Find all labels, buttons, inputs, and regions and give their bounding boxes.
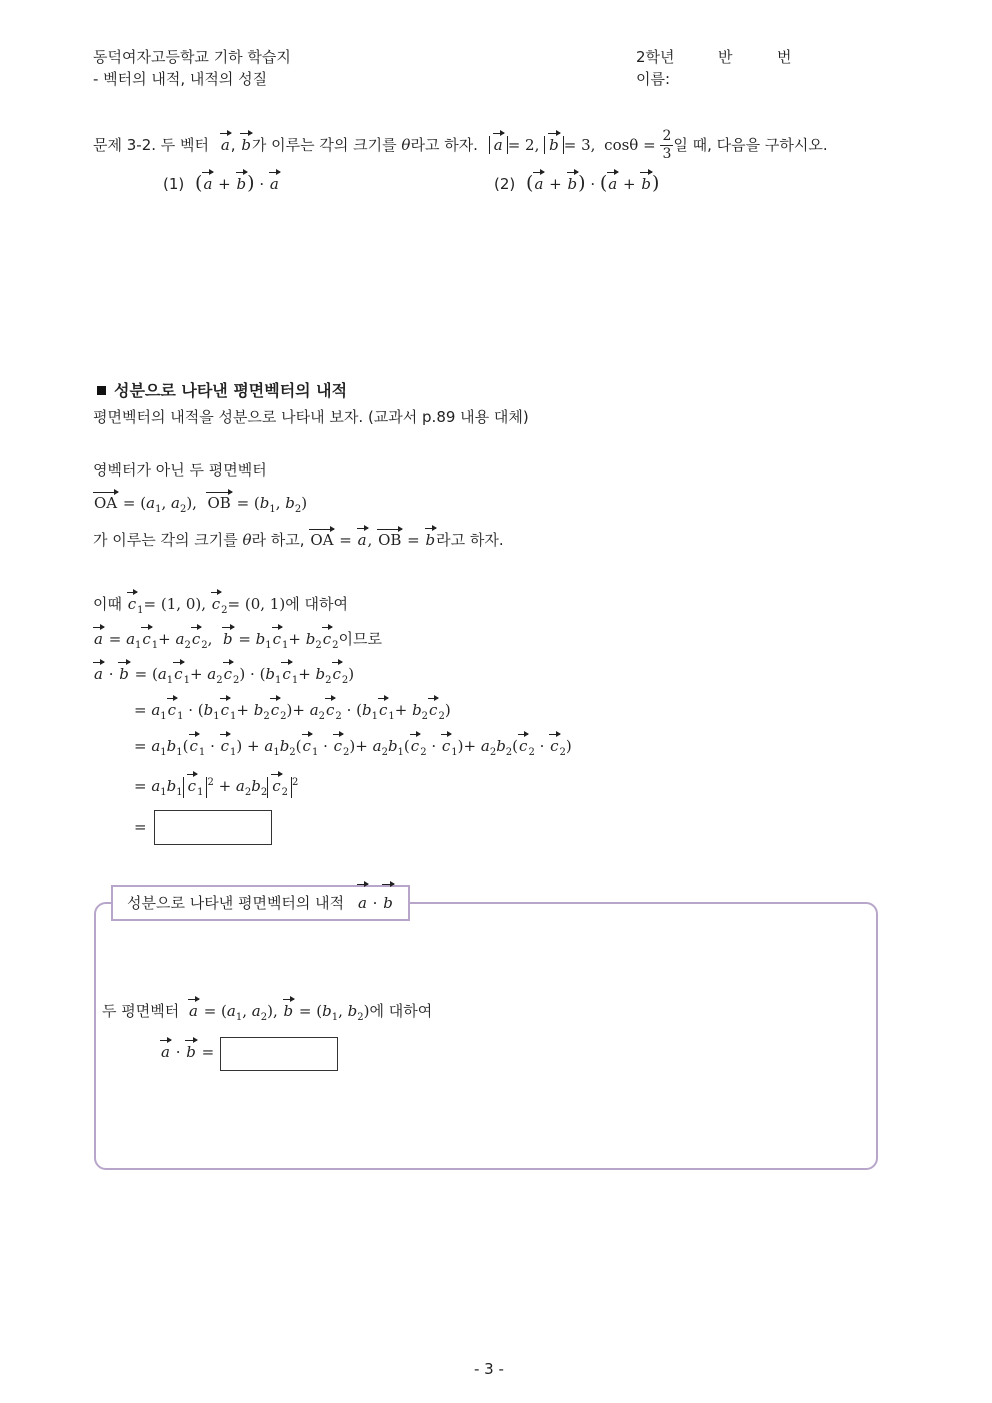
summary-box-line: 두 평면벡터 $a = (a_1$, $a_2$), $b = (b_1$, $b_2$)에 대하여 [102, 1002, 433, 1023]
derivation-line-7: = $a_1c_1 \cdot (b_1c_1+ b_2c_2)+ a_2c_2 \cdot (b_1c_1+ b_2c_2)$ [134, 701, 451, 722]
derivation-line-10: = [134, 818, 147, 836]
summary-box-formula: a · b = [161, 1043, 215, 1061]
derivation-line-9: = $a_1b_1$ $c_1^2 + a_2b_2$ $c_2^2$ [134, 777, 299, 798]
derivation-line-5: $a = a_1c_1+ a_2c_2$, $b = b_1c_1+ b_2c_2$이므로 [94, 630, 383, 651]
section-subtitle: 평면벡터의 내적을 성분으로 나타내 보자. (교과서 p.89 내용 대체) [93, 408, 529, 426]
derivation-line-1: 영벡터가 아닌 두 평면벡터 [93, 461, 267, 479]
name-label: 이름: [636, 70, 671, 88]
derivation-line-6: $a \cdot b = (a_1c_1+ a_2c_2) \cdot (b_1c_1+ b_2c_2)$ [94, 665, 355, 686]
school-title: 동덕여자고등학교 기하 학습지 [93, 48, 291, 66]
grade-label: 2학년 [636, 48, 675, 66]
summary-box [94, 902, 878, 1170]
derivation-line-2: OA = ($a_1$, $a_2$), OB = ($b_1$, $b_2$) [94, 494, 308, 515]
derivation-line-4: 이때 $c_1= (1$, 0), $c_2= (0$, 1)에 대하여 [93, 595, 348, 616]
square-bullet-icon [97, 386, 106, 395]
summary-box-title: 성분으로 나타낸 평면벡터의 내적 a · b [111, 885, 410, 921]
subproblem-2: (2) (a + b) · (a + b) [494, 172, 660, 194]
answer-blank-1[interactable] [154, 810, 272, 845]
page-number: - 3 - [474, 1360, 504, 1378]
section-heading: 성분으로 나타낸 평면벡터의 내적 [97, 378, 347, 401]
derivation-line-3: 가 이루는 각의 크기를 θ라 하고, OA = a, OB = b라고 하자. [93, 531, 504, 549]
topic-title: - 벡터의 내적, 내적의 성질 [93, 70, 268, 88]
answer-blank-2[interactable] [220, 1037, 338, 1071]
number-label: 번 [777, 48, 792, 66]
subproblem-1: (1) (a + b) · a [163, 172, 279, 194]
derivation-line-8: = $a_1b_1(c_1 \cdot c_1) + a_1b_2(c_1 \cdot c_2)+ a_2b_1(c_2 \cdot c_1)+ a_2b_2(c_2 \cdot c_2)$ [134, 737, 572, 758]
fraction-two-thirds: $\frac{2}{3}$ [662, 128, 672, 162]
class-label: 반 [718, 48, 733, 66]
problem-statement: 문제 3-2. 두 벡터 a, b가 이루는 각의 크기를 θ라고 하자. a = 2, b = 3, cosθ = $\frac{2}{3}$ 일 때, 다음을 구하시오. [93, 128, 828, 162]
